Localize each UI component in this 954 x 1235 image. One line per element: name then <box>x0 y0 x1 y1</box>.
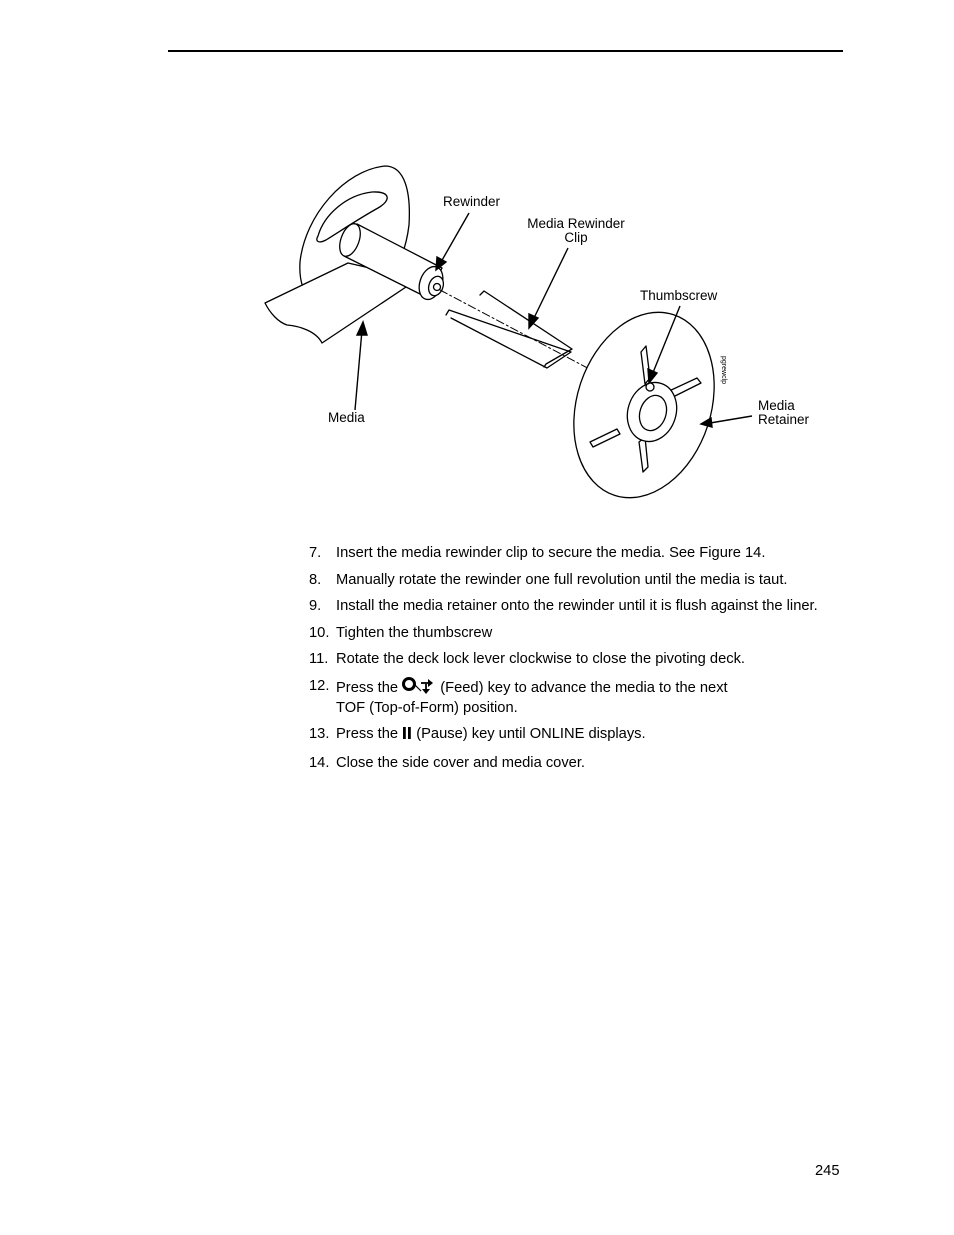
step-text <box>336 725 829 745</box>
step-text-pre: Press the <box>336 679 399 696</box>
step-11 <box>309 650 829 668</box>
media-label: Media <box>328 410 365 425</box>
step-number: 12. <box>309 677 330 694</box>
step-number: 9. <box>309 598 322 614</box>
step-text-post: (Pause) key until ONLINE displays. <box>416 726 646 742</box>
step-text: Tighten the thumbscrew <box>336 624 493 641</box>
thumbscrew-label: Thumbscrew <box>640 288 718 303</box>
rewinder-clip <box>446 310 571 368</box>
media-rewinder-clip-label: Media Rewinder Clip <box>527 216 625 245</box>
step-text: Install the media retainer onto the rewinder until it is flush against the liner. <box>336 598 818 614</box>
step-text: Insert the media rewinder clip to secure the media. See Figure 14. <box>336 545 766 561</box>
step-7 <box>309 544 829 562</box>
media-retainer-label: Media Retainer <box>758 398 810 427</box>
step-text-line2: TOF (Top-of-Form) position. <box>336 699 518 716</box>
step-number: 13. <box>309 726 330 742</box>
procedure-steps <box>309 544 829 780</box>
step-text-pre: Press the <box>336 726 399 742</box>
thumbscrew <box>646 383 654 391</box>
step-12 <box>309 677 829 717</box>
rewinder-illustration <box>0 0 954 520</box>
rewinder-label: Rewinder <box>443 194 501 209</box>
step-8 <box>309 571 829 589</box>
step-number: 14. <box>309 754 330 771</box>
step-9 <box>309 597 829 615</box>
step-text: Close the side cover and media cover. <box>336 754 586 771</box>
step-number: 7. <box>309 545 322 561</box>
step-text: Manually rotate the rewinder one full revolution until the media is taut. <box>336 571 788 588</box>
page-number: 245 <box>815 1163 840 1179</box>
feed-key-icon <box>402 677 436 699</box>
figure-id-label: pgrewclp <box>720 356 727 385</box>
step-13 <box>309 725 829 745</box>
step-number: 11. <box>309 651 329 667</box>
step-text <box>336 677 829 717</box>
step-number: 10. <box>309 624 330 641</box>
step-10 <box>309 624 829 642</box>
pause-key-icon <box>402 726 412 745</box>
step-number: 8. <box>309 571 322 588</box>
step-text: Rotate the deck lock lever clockwise to close the pivoting deck. <box>336 651 746 667</box>
step-14 <box>309 754 829 772</box>
rewinder-figure <box>0 0 954 520</box>
step-text-post: (Feed) key to advance the media to the next <box>440 679 728 696</box>
